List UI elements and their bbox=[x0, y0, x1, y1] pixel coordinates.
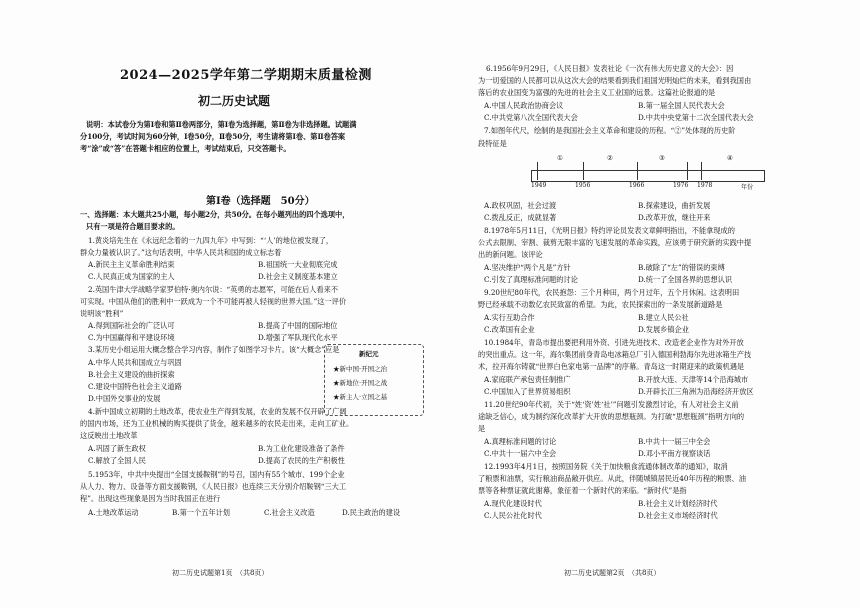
option: D.发展乡镇企业 bbox=[638, 325, 689, 334]
left-page bbox=[80, 0, 435, 608]
question-line: 途缺乏信心，成为制约深化改革扩大开放的思想瓶颈。为打破“思想瓶颈”指明方向的 bbox=[478, 412, 745, 421]
question-line: 这反映出土地改革 bbox=[80, 431, 138, 440]
option: D.中国外交事业的发展 bbox=[88, 394, 161, 403]
question-line: 10.1984年，青岛市提出要把利用外资、引进先进技术、改造老企业作为对外开放 bbox=[484, 338, 744, 347]
option: D.中共中央党第十二次全国代表大会 bbox=[638, 113, 754, 122]
option: D.统一了全国各界的思想认识 bbox=[638, 275, 733, 284]
study-card-title: 新纪元 bbox=[359, 350, 379, 358]
option: B.中共十一届三中全会 bbox=[638, 437, 711, 446]
intro-line: 分100分，考试时间为60分钟，Ⅰ卷50分，Ⅱ卷50分，考生请将第Ⅰ卷、第Ⅱ卷答案 bbox=[80, 132, 346, 141]
option: C.中国加入了世界贸易组织 bbox=[484, 387, 571, 396]
intro-line: 说明：本试卷分为第Ⅰ卷和第Ⅱ卷两部分，第Ⅰ卷为选择题，第Ⅱ卷为非选择题。试题满 bbox=[86, 120, 357, 129]
option: A.家庭联产承包责任制推广 bbox=[484, 375, 571, 384]
study-card bbox=[324, 344, 424, 416]
question-line: 的国内市场，还为工业机械的购买提供了货金，越来越多的农民走出来，走向工矿业。 bbox=[80, 419, 354, 428]
option: C.拨乱反正，成就显著 bbox=[484, 213, 557, 222]
timeline-figure bbox=[531, 154, 763, 196]
option: B.探索建设，曲折发展 bbox=[638, 201, 711, 210]
page-footer: 初二历史试题第1页 （共8页） bbox=[172, 569, 269, 577]
question-line: 一、选择题：本大题共25小题，每小题2分，共50分。在每小题列出的四个选项中， bbox=[80, 210, 350, 219]
study-card-item: ★新地位·开国之战 bbox=[333, 379, 388, 387]
question-line: 11.20世纪90年代初，关于“姓‘资’姓‘社’”问题引发激烈讨论，有人对社会主义前 bbox=[484, 400, 739, 409]
option: C.社会主义改造 bbox=[264, 508, 315, 517]
timeline-tick bbox=[583, 162, 584, 180]
question-line: 可实现。中国从他们的胜利中一跃成为一个不可能再被人轻视的世界大国。”这一评价 bbox=[80, 297, 347, 306]
timeline-stage-label: ① bbox=[557, 154, 563, 162]
option: B.提高了中国的国际地位 bbox=[258, 321, 338, 330]
question-line: 公式去限制、宰割、裁剪无限丰富的飞速发展的革命实践，应该勇于研究新的实践中提 bbox=[478, 238, 752, 247]
question-line: 程”。出现这些现象是因为当时我国正在进行 bbox=[80, 494, 221, 503]
timeline-bar bbox=[531, 170, 765, 182]
question-line: 3.某历史小组运用大概念整合学习内容，制作了如图学习卡片。该“大概念”应是 bbox=[88, 345, 340, 354]
option: B.开放大连、天津等14个沿海城市 bbox=[638, 375, 749, 384]
question-line: 12.1993年4月1日，按照国务院《关于加快粮食流通体制改革的通知》，取消 bbox=[484, 462, 728, 471]
option: B.破除了“左”的错误的束缚 bbox=[638, 263, 725, 272]
option: D.改革开放，继往开来 bbox=[638, 213, 711, 222]
option: D.提高了农民的生产积极性 bbox=[258, 456, 345, 465]
question-line: 8.1978年5月11日，《光明日报》特约评论员发表文章鲜明指出，不能拿现成的 bbox=[484, 226, 735, 235]
section-title: 第Ⅰ卷（选择题 50分） bbox=[206, 196, 315, 207]
timeline-stage-label: ④ bbox=[727, 154, 733, 162]
option: C.人民公社化时代 bbox=[484, 511, 542, 520]
timeline-year: 1966 bbox=[629, 182, 645, 189]
option: A.得到国际社会的广泛认可 bbox=[88, 321, 175, 330]
question-line: 的突出重点。这一年，海尔集团前身青岛电冰箱总厂引入德国利勃海尔先进冰箱生产技 bbox=[478, 350, 752, 359]
question-line: 5.1953年，中共中央提出“全国支援鞍钢”的号召，国内有55个城市、199个企业 bbox=[88, 470, 345, 479]
timeline-stage-label: ③ bbox=[659, 154, 665, 162]
option: A.真理标准问题的讨论 bbox=[484, 437, 557, 446]
question-line: 群众力量被认识了。”这句话表明，中华人民共和国的成立标志着 bbox=[80, 248, 282, 257]
option: B.社会主义建设的曲折探索 bbox=[88, 370, 175, 379]
question-line: 从人力、物力、设备等方面支援鞍钢，《人民日报》也连续三天分别介绍鞍钢“三大工 bbox=[80, 482, 347, 491]
option: C.人民真正成为国家的主人 bbox=[88, 272, 175, 281]
option: C.为中国赢得和平建设环境 bbox=[88, 333, 175, 342]
question-line: 票等各种票证就此谢幕，象征着一个新时代的来临。“新时代”是指 bbox=[478, 486, 687, 495]
question-line: 落后的农业国变为富强的先进的社会主义工业国的远景。这篇社论报道的是 bbox=[478, 88, 716, 97]
option: B.第一个五年计划 bbox=[172, 508, 230, 517]
option: A.现代化建设时代 bbox=[484, 499, 542, 508]
timeline-tick bbox=[537, 162, 538, 180]
option: B.第一届全国人民代表大会 bbox=[638, 101, 725, 110]
study-card-item: ★新中国·开国之治 bbox=[333, 365, 388, 373]
option: A.实行互助合作 bbox=[484, 313, 535, 322]
option: A.坚决维护“两个凡是”方针 bbox=[484, 263, 571, 272]
question-line: 是 bbox=[478, 424, 486, 433]
option: B.社会主义计划经济时代 bbox=[638, 499, 718, 508]
question-line: 7.如图年代尺，绘制的是我国社会主义革命和建设的历程。“②”处体现的历史阶 bbox=[484, 126, 736, 135]
question-line: 只有一项是符合题目要求的。 bbox=[86, 222, 180, 231]
option: C.中共党第八次全国代表大会 bbox=[484, 113, 578, 122]
timeline-tick bbox=[687, 162, 688, 180]
timeline-year: 1978 bbox=[697, 182, 713, 189]
right-page bbox=[478, 0, 783, 608]
option: A.巩固了新生政权 bbox=[88, 444, 146, 453]
question-line: 9.20世纪80年代，农民抱怨：三个月种田，两个月过年，五个月休闲。这表明田 bbox=[484, 288, 740, 297]
question-line: 了粮票和油票，实行粮油商品敞开供应。从此，伴随城镇居民近40年历程的粮票、油 bbox=[478, 474, 746, 483]
option: C.建设中国特色社会主义道路 bbox=[88, 382, 182, 391]
question-line: 说明该“胜利” bbox=[80, 309, 124, 318]
question-line: 4.新中国成立初期的土地改革，使农业生产得到发展，农业的发展不仅开辟了广阔 bbox=[88, 407, 347, 416]
option: B.祖国统一大业彻底完成 bbox=[258, 260, 338, 269]
question-line: 1.黄炎培先生在《永远纪念着的一九四九年》中写到：“‘人’的地位被发现了， bbox=[88, 236, 334, 245]
timeline-year: 1956 bbox=[575, 182, 591, 189]
intro-line: 考“涂”或“答”在答题卡相应的位置上，考试结束后，只交答题卡。 bbox=[80, 144, 291, 153]
option: D.民主政治的建设 bbox=[342, 508, 401, 517]
option: D.社会主义市场经济时代 bbox=[638, 511, 718, 520]
question-line: 段特征是 bbox=[478, 139, 507, 148]
timeline-tick bbox=[637, 162, 638, 180]
exam-subtitle: 初二历史试题 bbox=[198, 94, 271, 108]
option: A.政权巩固，社会过渡 bbox=[484, 201, 557, 210]
option: A.中国人民政治协商会议 bbox=[484, 101, 564, 110]
question-line: 术，拉开海尔铸就“世界白色家电第一品牌”的序幕。青岛这一时期迎来的政策机遇是 bbox=[478, 362, 745, 371]
option: C.改革国有企业 bbox=[484, 325, 535, 334]
timeline-tick bbox=[701, 162, 702, 180]
option: A.新民主主义革命胜利结束 bbox=[88, 260, 175, 269]
option: A.中华人民共和国成立与巩固 bbox=[88, 358, 182, 367]
option: C.中共十一届六中全会 bbox=[484, 449, 557, 458]
question-line: 出的新问题。该评论 bbox=[478, 250, 543, 259]
option: C.解放了全国人民 bbox=[88, 456, 146, 465]
question-line: 野已经承载不动数亿农民致富的希望。为此，农民探索出的一条发展新道路是 bbox=[478, 300, 723, 309]
page-footer: 初二历史试题第2页 （共8页） bbox=[564, 569, 661, 577]
option: A.土地改革运动 bbox=[88, 508, 139, 517]
timeline-stage-label: ② bbox=[607, 154, 613, 162]
timeline-year: 1949 bbox=[531, 182, 547, 189]
timeline-year: 年份 bbox=[741, 184, 754, 191]
option: C.引发了真理标准问题的讨论 bbox=[484, 275, 578, 284]
option: D.邓小平南方视察谈话 bbox=[638, 449, 711, 458]
exam-title: 2024—2025学年第二学期期末质量检测 bbox=[120, 68, 372, 83]
option: B.建立人民公社 bbox=[638, 313, 689, 322]
question-line: 6.1956年9月29日，《人民日报》发表社论《一次有伟大历史意义的大会》：因 bbox=[486, 64, 734, 73]
option: D.开辟长江三角洲为沿海经济开放区 bbox=[638, 387, 754, 396]
option: D.增强了军队现代化水平 bbox=[258, 333, 338, 342]
option: D.社会主义制度基本建立 bbox=[258, 272, 338, 281]
question-line: 2.英国牛津大学战略学家罗伯特·奥内尔说：“英勇的志愿军，可能在后人看来不 bbox=[88, 285, 339, 294]
question-line: 为一切爱国的人民都可以从这次大会的结果看到我们祖国光明灿烂的未来，看到我国由 bbox=[478, 76, 752, 85]
timeline-year: 1976 bbox=[673, 182, 689, 189]
option: B.为工业化建设准备了条件 bbox=[258, 444, 345, 453]
study-card-item: ★新主人·立国之基 bbox=[333, 393, 388, 401]
